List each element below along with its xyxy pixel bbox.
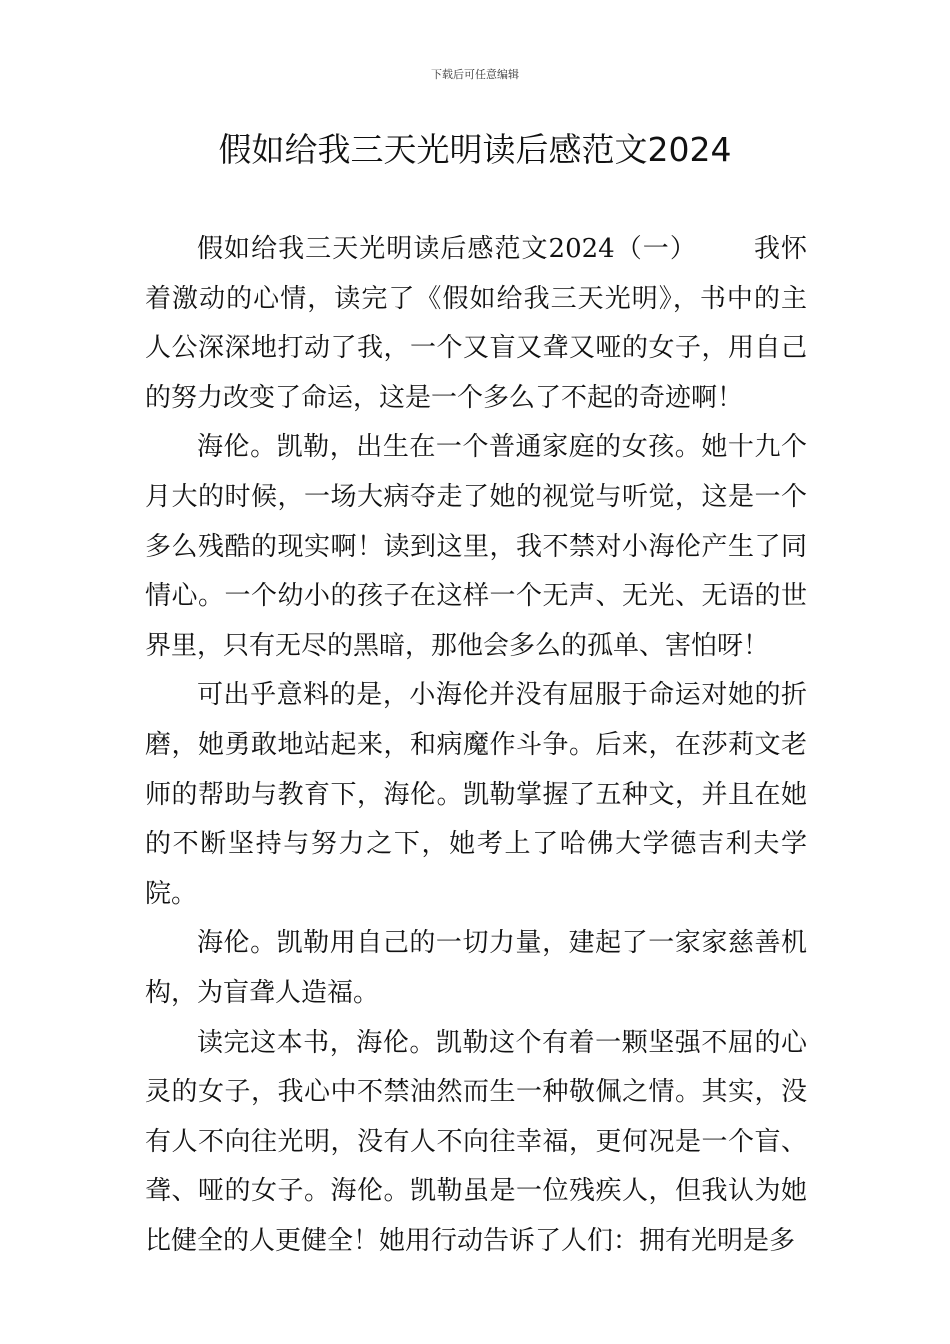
paragraph-1-text: 我怀着激动的心情，读完了《假如给我三天光明》，书中的主人公深深地打动了我，一个又盲又聋又哑的女子，用自己的努力改变了命运，这是一个多么了不起的奇迹啊！ [145, 234, 807, 413]
paragraph-3: 可出乎意料的是，小海伦并没有屈服于命运对她的折磨，她勇敢地站起来，和病魔作斗争。后来，在莎莉文老师的帮助与教育下，海伦。凯勒掌握了五种文，并且在她的不断坚持与努力之下，她考上了哈佛大学德吉利夫学院。 [145, 680, 807, 909]
paragraph-1 [145, 225, 807, 423]
section-heading: 假如给我三天光明读后感范文2024（一） [197, 234, 697, 264]
header-note: 下载后可任意编辑 [431, 68, 519, 81]
document-title: 假如给我三天光明读后感范文2024 [218, 130, 732, 169]
paragraph-2: 海伦。凯勒，出生在一个普通家庭的女孩。她十九个月大的时候，一场大病夺走了她的视觉与听觉，这是一个多么残酷的现实啊！读到这里，我不禁对小海伦产生了同情心。一个幼小的孩子在这样一个无声、无光、无语的世界里，只有无尽的黑暗，那他会多么的孤单、害怕呀！ [145, 432, 807, 661]
paragraph-5: 读完这本书，海伦。凯勒这个有着一颗坚强不屈的心灵的女子，我心中不禁油然而生一种敬佩之情。其实，没有人不向往光明，没有人不向往幸福，更何况是一个盲、聋、哑的女子。海伦。凯勒虽是一位残疾人，但我认为她比健全的人更健全！她用行动告诉了人们：拥有光明是多 [145, 1027, 807, 1256]
document-body [145, 225, 807, 1266]
paragraph-4: 海伦。凯勒用自己的一切力量，建起了一家家慈善机构，为盲聋人造福。 [145, 928, 807, 1008]
